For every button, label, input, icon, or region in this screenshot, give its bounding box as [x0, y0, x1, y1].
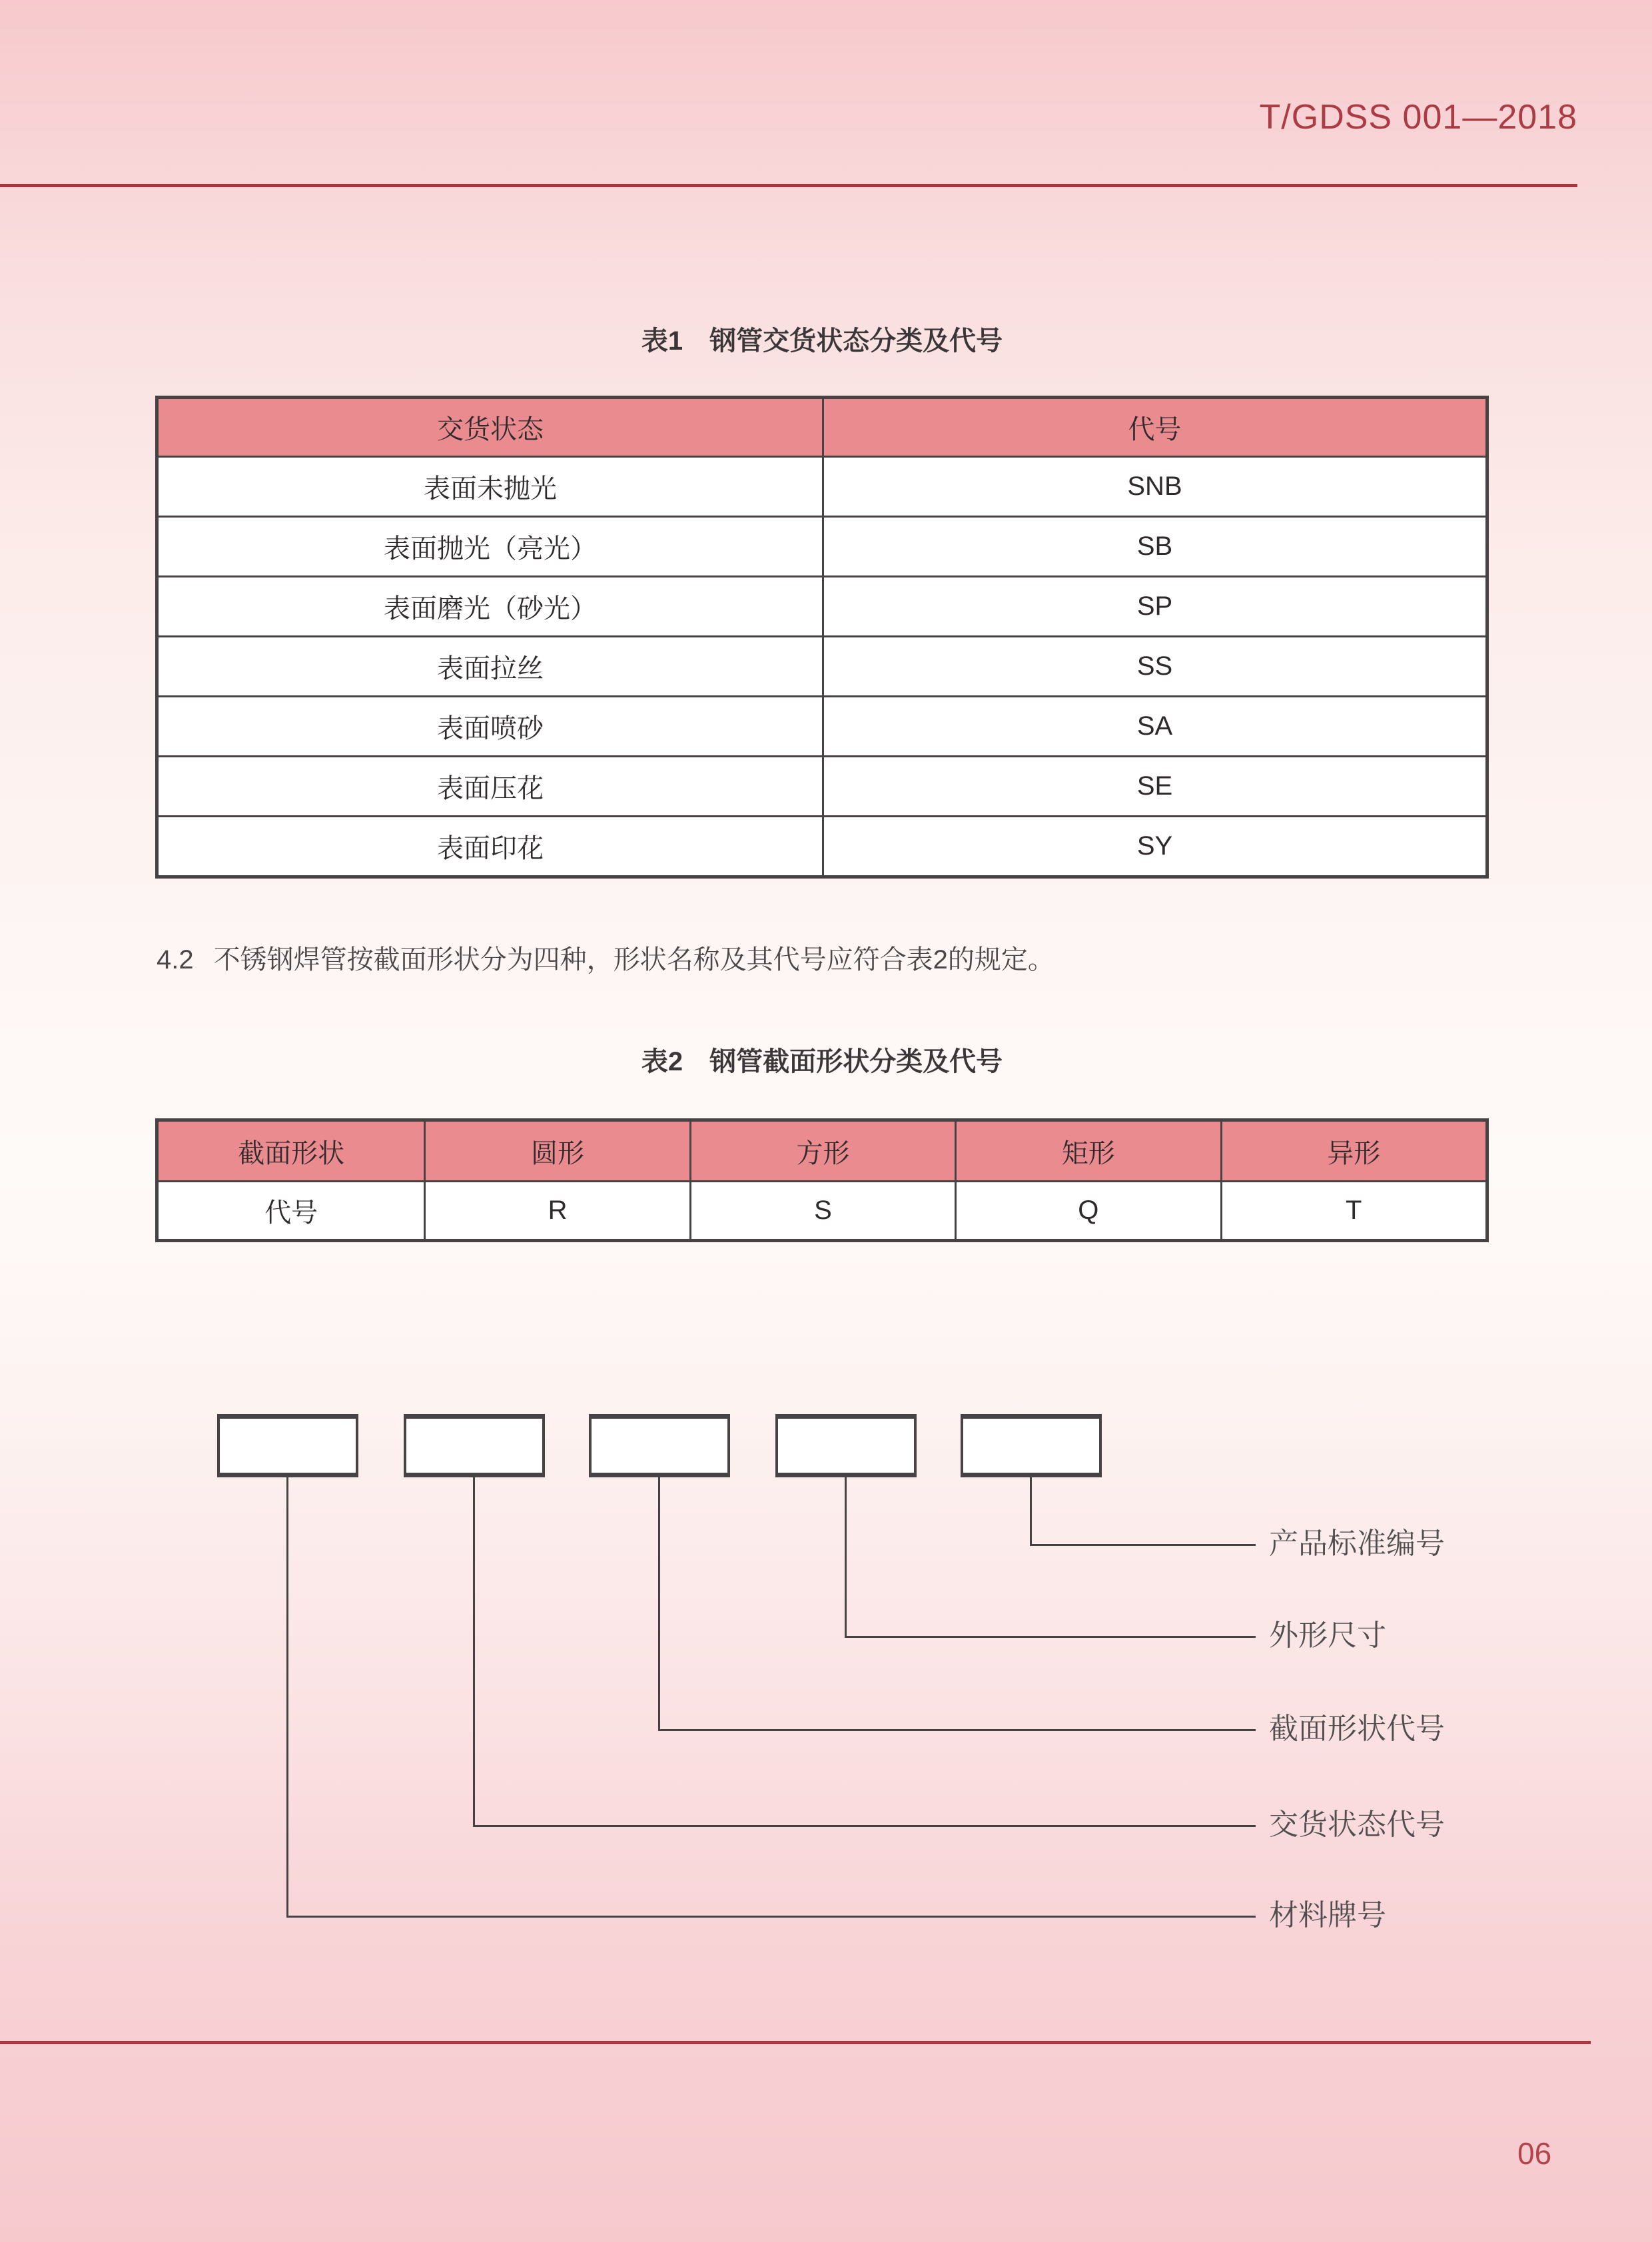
cell-code: SP	[822, 577, 1485, 635]
designation-box-material	[217, 1414, 358, 1477]
table-row	[159, 635, 1485, 695]
table-row	[159, 695, 1485, 755]
cell-state: 表面未抛光	[424, 474, 557, 504]
designation-box-standard-no	[961, 1414, 1102, 1477]
cell-code: SS	[822, 637, 1485, 695]
table1-header-state: 交货状态	[437, 415, 544, 444]
doc-standard-code: T/GDSS 001—2018	[1259, 98, 1577, 137]
table1-header-row	[159, 399, 1485, 456]
table2-code-cell: Q	[955, 1182, 1220, 1239]
connector-line	[1030, 1476, 1032, 1546]
table2-code-row	[159, 1180, 1485, 1239]
table2-header-cell: 截面形状	[238, 1138, 345, 1168]
table2-code-cell: S	[689, 1182, 955, 1239]
table-row	[159, 755, 1485, 815]
designation-box-dimensions	[775, 1414, 917, 1477]
diagram-label-delivery-state: 交货状态代号	[1269, 1808, 1445, 1841]
table-row	[159, 575, 1485, 635]
connector-line	[658, 1476, 660, 1731]
diagram-label-section-shape: 截面形状代号	[1269, 1712, 1445, 1745]
table2-header-cell: 异形	[1220, 1122, 1485, 1180]
connector-line	[846, 1636, 1256, 1638]
diagram-label-dimensions: 外形尺寸	[1269, 1619, 1386, 1652]
connector-line	[1031, 1544, 1256, 1546]
diagram-label-material: 材料牌号	[1269, 1899, 1386, 1932]
designation-box-delivery-state	[404, 1414, 545, 1477]
diagram-label-standard-no: 产品标准编号	[1269, 1527, 1445, 1560]
cell-code: SNB	[822, 458, 1485, 516]
table2-header-cell: 圆形	[424, 1122, 689, 1180]
connector-line	[473, 1476, 475, 1827]
clause-4-2-paragraph	[157, 942, 1489, 977]
cell-state: 表面抛光（亮光）	[384, 534, 597, 563]
cell-state: 表面磨光（砂光）	[384, 594, 597, 623]
clause-text: 不锈钢焊管按截面形状分为四种，形状名称及其代号应符合表2的规定。	[213, 945, 1054, 974]
cell-state: 表面喷砂	[437, 714, 544, 743]
header-rule	[0, 184, 1577, 187]
table2	[155, 1118, 1489, 1242]
table2-header-cell: 方形	[689, 1122, 955, 1180]
cell-state: 表面印花	[437, 834, 544, 863]
cell-code: SE	[822, 757, 1485, 815]
cell-code: SB	[822, 518, 1485, 575]
table2-header-cell: 矩形	[955, 1122, 1220, 1180]
connector-line	[474, 1825, 1256, 1827]
connector-line	[845, 1476, 847, 1638]
connector-line	[288, 1916, 1256, 1918]
cell-state: 表面压花	[437, 774, 544, 803]
table2-header-row	[159, 1122, 1485, 1180]
page-number: 06	[1517, 2136, 1552, 2171]
table2-title: 表2 钢管截面形状分类及代号	[641, 1047, 1003, 1076]
table1	[155, 396, 1489, 879]
table2-code-cell: 代号	[264, 1198, 318, 1228]
connector-line	[286, 1476, 288, 1918]
designation-box-section-shape	[589, 1414, 730, 1477]
table-row	[159, 815, 1485, 875]
footer-rule	[0, 2041, 1591, 2044]
table2-code-cell: R	[424, 1182, 689, 1239]
table2-code-cell: T	[1220, 1182, 1485, 1239]
cell-code: SY	[822, 817, 1485, 875]
table1-header-code: 代号	[822, 399, 1485, 456]
cell-state: 表面拉丝	[437, 654, 544, 683]
connector-line	[659, 1729, 1256, 1731]
table1-title: 表1 钢管交货状态分类及代号	[641, 326, 1003, 356]
clause-number: 4.2	[157, 945, 194, 974]
table-row	[159, 516, 1485, 575]
cell-code: SA	[822, 697, 1485, 755]
table-row	[159, 456, 1485, 516]
